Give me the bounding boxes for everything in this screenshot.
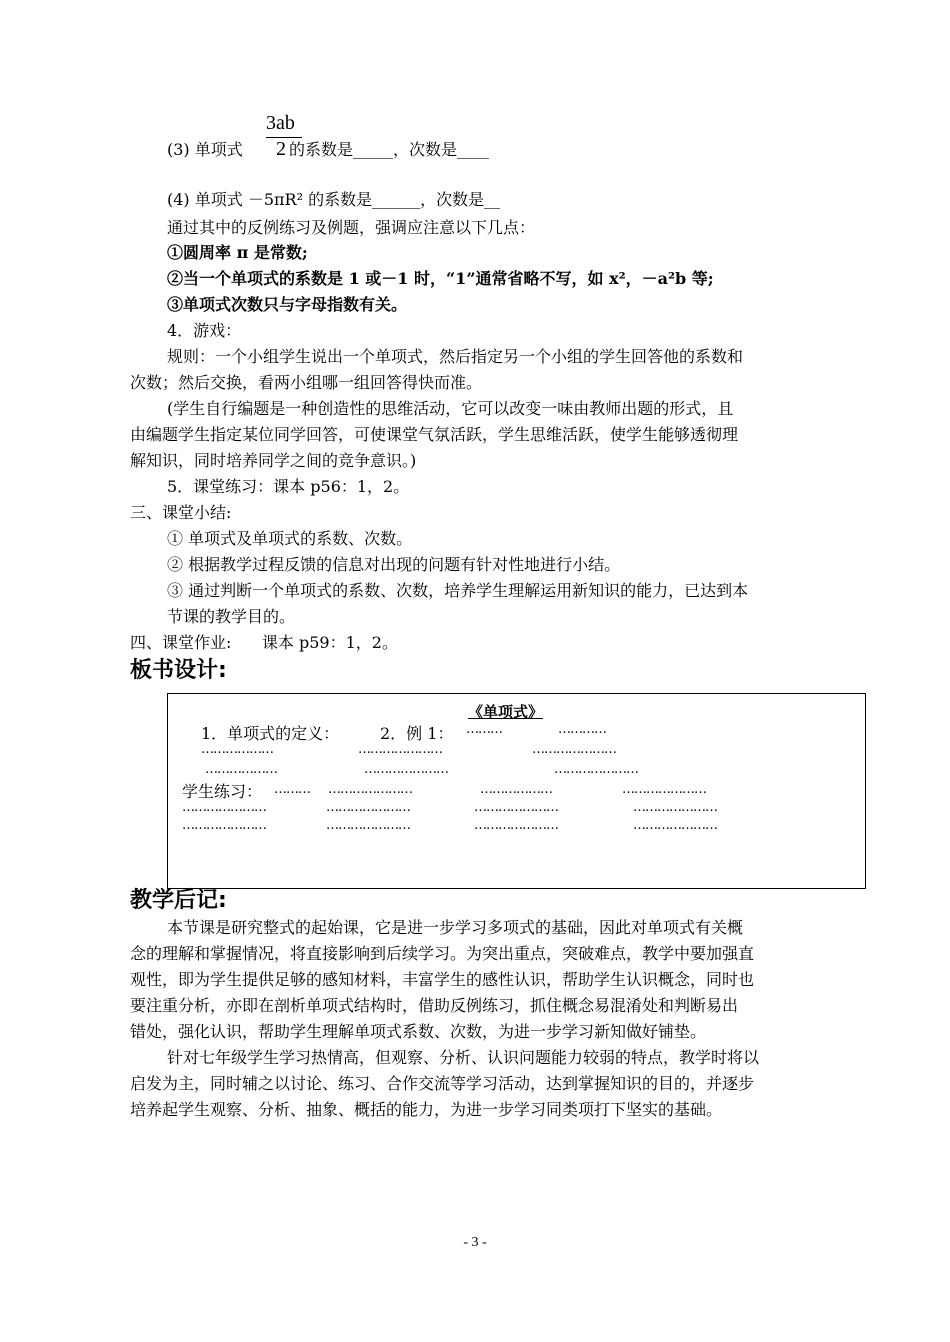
point-3: ③单项式次数只与字母指数有关。 [167,295,408,314]
summary-item-1: ① 单项式及单项式的系数、次数。 [167,529,413,548]
homework-text: 四、课堂作业: 课本 p59：1，2。 [130,633,398,652]
dots: ………………… [326,818,410,833]
board-heading: 板书设计: [130,658,227,683]
afterword-p1-line2: 念的理解和掌握情况，将直接影响到后续学习。为突出重点，突破难点，教学中要加强直 [130,944,755,963]
game-title: 4．游戏： [167,321,242,340]
dots: ………………… [622,782,706,797]
dots: ………………… [633,818,717,833]
intro-text: 通过其中的反例练习及例题，强调应注意以下几点： [167,218,536,237]
summary-title: 三、课堂小结: [130,503,232,522]
summary-item-3a: ③ 通过判断一个单项式的系数、次数，培养学生理解运用新知识的能力，已达到本 [167,581,749,600]
fraction-denominator: 2 [276,138,286,160]
q3-suffix: 的系数是_____，次数是____ [289,140,490,159]
game-rule-1: 规则：一个小组学生说出一个单项式，然后指定另一个小组的学生回答他的系数和 [167,347,744,366]
summary-item-2: ② 根据教学过程反馈的信息对出现的问题有针对性地进行小结。 [167,555,621,574]
dots: ……… [466,722,502,737]
summary-item-3b: 节课的教学目的。 [167,607,296,626]
dots: ………………… [532,742,616,757]
afterword-p2-line3: 培养起学生观察、分析、抽象、概括的能力，为进一步学习同类项打下坚实的基础。 [130,1100,723,1119]
q4-text: (4) 单项式 －5πR² 的系数是______，次数是__ [167,190,501,209]
dots: ………………… [182,800,266,815]
board-example: 2．例 1： [380,724,454,743]
board-title: 《单项式》 [468,703,544,721]
afterword-p1-line3: 观性，即为学生提供足够的感知材料，丰富学生的感性认识，帮助学生认识概念，同时也 [130,970,755,989]
dots: ……………… [201,742,273,757]
dots: ………………… [364,762,448,777]
afterword-p2-line2: 启发为主，同时辅之以讨论、练习、合作交流等学习活动，达到掌握知识的目的，并逐步 [130,1074,755,1093]
dots: ………………… [474,800,558,815]
afterword-p1-line1: 本节课是研究整式的起始课，它是进一步学习多项式的基础，因此对单项式有关概 [167,918,744,937]
dots: ……………… [205,762,277,777]
board-definition: 1．单项式的定义： [201,724,340,743]
dots: ………………… [326,800,410,815]
practice-text: 5．课堂练习：课本 p56：1，2。 [167,477,410,496]
game-note-1: (学生自行编题是一种创造性的思维活动，它可以改变一味由教师出题的形式，且 [167,399,734,418]
board-design-box [167,693,866,889]
dots: ……… [274,782,310,797]
q3-prefix: (3) 单项式 [167,140,243,159]
dots: ………………… [633,800,717,815]
board-practice-label: 学生练习： [182,782,263,801]
afterword-p1-line4: 要注重分析，亦即在剖析单项式结构时，借助反例练习，抓住概念易混淆处和判断易出 [130,996,739,1015]
game-note-2: 由编题学生指定某位同学回答，可使课堂气氛活跃，学生思维活跃，使学生能够透彻理 [130,425,739,444]
fraction-numerator: 3ab [266,112,295,134]
point-1: ①圆周率 π 是常数; [167,243,308,262]
afterword-p1-line5: 错处，强化认识，帮助学生理解单项式系数、次数，为进一步学习新知做好铺垫。 [130,1022,707,1041]
dots: ………………… [328,782,412,797]
dots: ………………… [474,818,558,833]
dots: ………… [558,722,606,737]
dots: ………………… [182,818,266,833]
game-rule-2: 次数；然后交换，看两小组哪一组回答得快而准。 [130,373,483,392]
afterword-heading: 教学后记: [130,888,227,913]
dots: ……………… [480,782,552,797]
page-number: - 3 - [463,1235,487,1250]
game-note-3: 解知识，同时培养同学之间的竞争意识。) [130,451,417,470]
afterword-p2-line1: 针对七年级学生学习热情高，但观察、分析、认识问题能力较弱的特点，教学时将以 [167,1048,760,1067]
point-2: ②当一个单项式的系数是 1 或－1 时，“1”通常省略不写，如 x²，－a²b 等; [167,269,714,288]
dots: ………………… [358,742,442,757]
dots: ………………… [554,762,638,777]
